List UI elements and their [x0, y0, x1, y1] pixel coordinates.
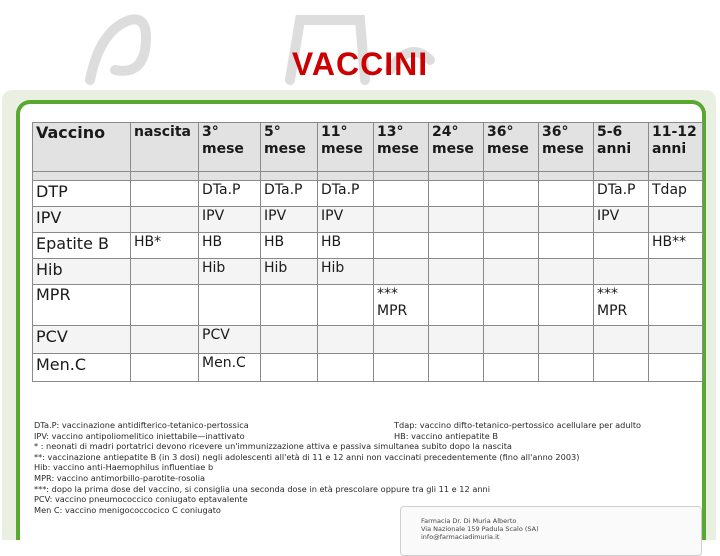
dose-cell [374, 354, 429, 382]
dose-cell: IPV [261, 207, 318, 233]
dose-cell [429, 259, 484, 285]
dose-cell: PCV [199, 326, 261, 354]
table-row [33, 233, 703, 259]
spacer-cell [594, 172, 649, 181]
column-header: 5-6 anni [594, 123, 649, 172]
column-header: 5° mese [261, 123, 318, 172]
dose-cell [261, 285, 318, 326]
spacer-cell [131, 172, 199, 181]
dose-cell [374, 259, 429, 285]
table-row [33, 181, 703, 207]
dose-cell: DTa.P [261, 181, 318, 207]
vaccine-name-cell: PCV [33, 326, 131, 354]
dose-cell [318, 326, 374, 354]
spacer-cell [539, 172, 594, 181]
pharmacy-email: info@farmaciadimuria.it [421, 533, 500, 541]
legend-line: Men C: vaccino menigococcocico C coniugato [34, 504, 221, 515]
column-header: 36° mese [539, 123, 594, 172]
legend-line: **: vaccinazione antiepatite B (in 3 dosi) negli adolescenti all'età di 11 e 12 anni non vaccinati precedentemente (fino all'anno 2003) [34, 451, 580, 462]
dose-cell [261, 326, 318, 354]
table-row [33, 285, 703, 326]
dose-cell [131, 354, 199, 382]
dose-cell [594, 233, 649, 259]
dose-cell [131, 259, 199, 285]
dose-cell [649, 354, 703, 382]
spacer-cell [199, 172, 261, 181]
dose-cell: Tdap [649, 181, 703, 207]
dose-cell [539, 259, 594, 285]
legend-line: ***: dopo la prima dose del vaccino, si consiglia una seconda dose in età prescolare oppure tra gli 11 e 12 anni [34, 483, 490, 494]
dose-cell [261, 354, 318, 382]
dose-cell [539, 354, 594, 382]
dose-cell [594, 259, 649, 285]
dose-cell [429, 233, 484, 259]
column-header: 11° mese [318, 123, 374, 172]
spacer-cell [429, 172, 484, 181]
dose-cell [131, 207, 199, 233]
dose-cell [539, 233, 594, 259]
table-row [33, 207, 703, 233]
dose-cell [484, 207, 539, 233]
dose-cell: Hib [199, 259, 261, 285]
dose-cell [539, 326, 594, 354]
dose-cell: IPV [318, 207, 374, 233]
dose-cell [429, 181, 484, 207]
dose-cell [318, 354, 374, 382]
spacer-cell [33, 172, 131, 181]
dose-cell [429, 354, 484, 382]
legend-line: HB: vaccino antiepatite B [394, 430, 498, 441]
header-spacer-row [33, 172, 703, 181]
dose-cell: *** MPR [374, 285, 429, 326]
dose-cell [429, 207, 484, 233]
column-header: nascita [131, 123, 199, 172]
dose-cell [484, 354, 539, 382]
pharmacy-name: Farmacia Dr. Di Muria Alberto [421, 517, 517, 525]
dose-cell [484, 181, 539, 207]
dose-cell: DTa.P [594, 181, 649, 207]
spacer-cell [374, 172, 429, 181]
vaccination-table [32, 122, 703, 382]
vaccine-name-cell: Epatite B [33, 233, 131, 259]
legend-line: Hib: vaccino anti-Haemophilus influentiae b [34, 462, 214, 473]
dose-cell: Men.C [199, 354, 261, 382]
column-header: 11-12 anni [649, 123, 703, 172]
column-header: 24° mese [429, 123, 484, 172]
dose-cell: IPV [594, 207, 649, 233]
legend-line: PCV: vaccino pneumococcico coniugato eptavalente [34, 494, 248, 505]
dose-cell: HB* [131, 233, 199, 259]
dose-cell: HB [199, 233, 261, 259]
legend-line: Tdap: vaccino difto-tetanico-pertossico acellulare per adulto [394, 420, 642, 430]
dose-cell [374, 233, 429, 259]
dose-cell [484, 285, 539, 326]
dose-cell [318, 285, 374, 326]
vaccine-name-cell: DTP [33, 181, 131, 207]
dose-cell [374, 326, 429, 354]
table-header-row [33, 123, 703, 172]
dose-cell [484, 233, 539, 259]
dose-cell [594, 326, 649, 354]
dose-cell [484, 259, 539, 285]
spacer-cell [261, 172, 318, 181]
dose-cell [484, 326, 539, 354]
dose-cell [649, 207, 703, 233]
vaccine-name-cell: Men.C [33, 354, 131, 382]
spacer-cell [318, 172, 374, 181]
table-row [33, 354, 703, 382]
vaccination-frame [16, 100, 706, 540]
dose-cell [199, 285, 261, 326]
dose-cell [649, 259, 703, 285]
vaccination-card [2, 90, 716, 540]
vaccine-name-cell: MPR [33, 285, 131, 326]
dose-cell [131, 285, 199, 326]
dose-cell: DTa.P [199, 181, 261, 207]
dose-cell: DTa.P [318, 181, 374, 207]
dose-cell [429, 326, 484, 354]
dose-cell [539, 181, 594, 207]
legend-line: DTa.P: vaccinazione antidifterico-tetanico-pertossica [34, 420, 249, 430]
column-header: 3° mese [199, 123, 261, 172]
pharmacy-address: Via Nazionale 159 Padula Scalo (SA) [421, 525, 539, 533]
dose-cell [539, 207, 594, 233]
pharmacy-box [400, 506, 702, 556]
column-header: Vaccino [33, 123, 131, 172]
dose-cell [374, 181, 429, 207]
dose-cell [649, 285, 703, 326]
column-header: 36° mese [484, 123, 539, 172]
dose-cell: HB [318, 233, 374, 259]
dose-cell [374, 207, 429, 233]
dose-cell: HB [261, 233, 318, 259]
dose-cell: IPV [199, 207, 261, 233]
dose-cell [594, 354, 649, 382]
spacer-cell [649, 172, 703, 181]
dose-cell: HB** [649, 233, 703, 259]
legend-line: IPV: vaccino antipoliomelitico iniettabile—inattivato [34, 430, 245, 441]
dose-cell [539, 285, 594, 326]
table-row [33, 259, 703, 285]
page-title: VACCINI [291, 46, 429, 82]
vaccine-name-cell: Hib [33, 259, 131, 285]
legend-line: MPR: vaccino antimorbillo-parotite-rosolia [34, 472, 206, 483]
dose-cell: Hib [261, 259, 318, 285]
spacer-cell [484, 172, 539, 181]
dose-cell [649, 326, 703, 354]
vaccine-name-cell: IPV [33, 207, 131, 233]
legend-right [394, 420, 704, 441]
dose-cell: Hib [318, 259, 374, 285]
dose-cell: *** MPR [594, 285, 649, 326]
column-header: 13° mese [374, 123, 429, 172]
dose-cell [429, 285, 484, 326]
dose-cell [131, 326, 199, 354]
legend-line: * : neonati di madri portatrici devono ricevere un'immunizzazione attiva e passiva simultanea subito dopo la nascita [34, 441, 512, 452]
table-row [33, 326, 703, 354]
dose-cell [131, 181, 199, 207]
